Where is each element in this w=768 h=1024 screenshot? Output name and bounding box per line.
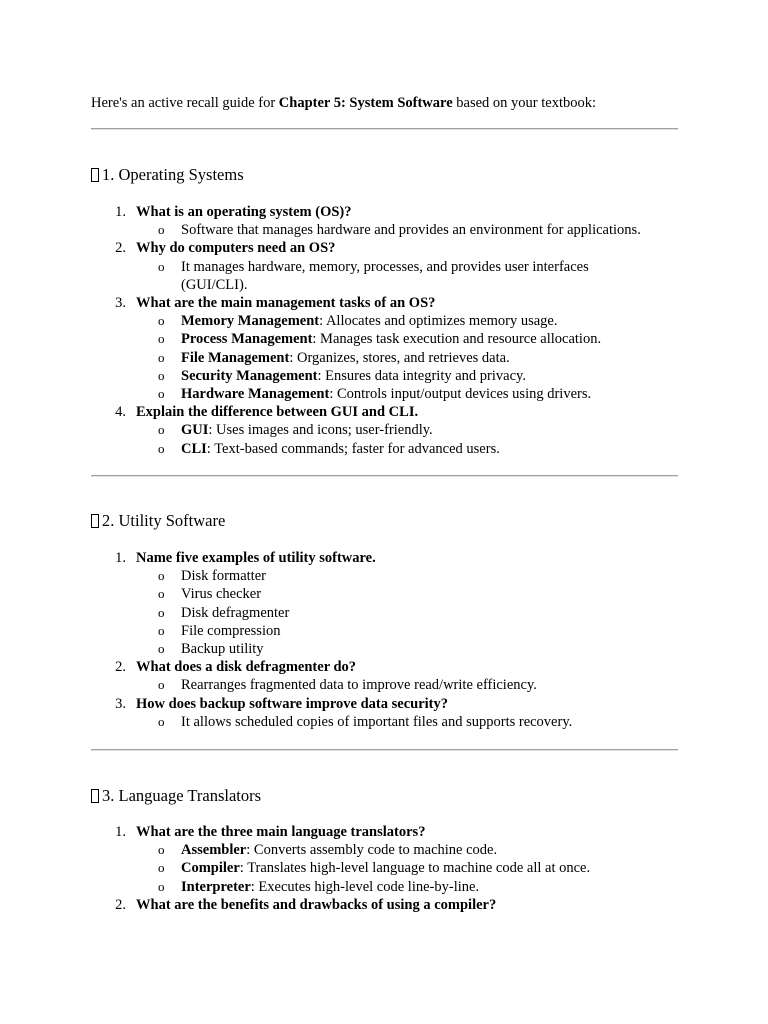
answer-term: Process Management [181, 331, 313, 348]
section-heading-utility-software [91, 511, 225, 531]
question-item [0, 695, 768, 713]
answer-text: : Controls input/output devices using drivers. [329, 385, 592, 402]
question-item [0, 203, 768, 221]
answer-item [0, 367, 768, 385]
question-item [0, 823, 768, 841]
question-text: Explain the difference between GUI and CLI. [136, 404, 419, 421]
bullet-icon: o [158, 586, 165, 602]
answer-text: : Allocates and optimizes memory usage. [319, 313, 558, 330]
question-text: What does a disk defragmenter do? [136, 659, 357, 676]
answer-text: : Organizes, stores, and retrieves data. [289, 349, 510, 366]
question-text: Name five examples of utility software. [136, 550, 376, 566]
question-text: What is an operating system (OS)? [136, 204, 352, 220]
answer-text: File compression [181, 622, 281, 639]
answer-text: It allows scheduled copies of important files and supports recovery. [181, 713, 573, 730]
section-heading-language-translators [91, 786, 261, 806]
question-text: What are the three main language translators? [136, 824, 426, 840]
question-text: What are the benefits and drawbacks of using a compiler? [136, 896, 497, 913]
bullet-icon: o [158, 385, 165, 401]
bullet-icon: o [158, 713, 165, 729]
answer-text: : Converts assembly code to machine code. [246, 842, 498, 859]
answer-item [0, 604, 768, 622]
answer-text: : Text-based commands; faster for advanced users. [206, 440, 500, 457]
bullet-icon: o [158, 568, 165, 584]
bullet-icon: o [158, 878, 165, 894]
answer-term: CLI [181, 440, 207, 457]
question-text: Why do computers need an OS? [136, 240, 336, 257]
answer-text: : Ensures data integrity and privacy. [317, 367, 526, 384]
question-number: 1. [115, 204, 126, 220]
answer-text: : Translates high-level language to machine code all at once. [239, 860, 591, 877]
question-item [0, 239, 768, 257]
answer-item [0, 385, 768, 403]
bullet-icon: o [158, 422, 165, 438]
answer-item [0, 567, 768, 585]
intro-suffix: based on your textbook: [452, 95, 597, 111]
section-heading-operating-systems [91, 165, 244, 185]
answer-term: Memory Management [181, 313, 320, 330]
answer-item [0, 312, 768, 330]
question-item [0, 896, 768, 914]
answer-term: File Management [181, 349, 290, 366]
missing-glyph-icon [91, 789, 99, 803]
question-item [0, 549, 768, 567]
bullet-icon: o [158, 440, 165, 456]
horizontal-rule [91, 749, 678, 751]
answer-item [0, 349, 768, 367]
bullet-icon: o [158, 367, 165, 383]
answer-text: Backup utility [181, 641, 264, 657]
section-heading-text: 3. Language Translators [102, 786, 262, 805]
answer-term: GUI [181, 422, 209, 439]
answer-item [0, 585, 768, 603]
bullet-icon: o [158, 622, 165, 638]
answer-text: Rearranges fragmented data to improve read/write efficiency. [181, 677, 537, 694]
missing-glyph-icon [91, 514, 99, 528]
bullet-icon: o [158, 349, 165, 365]
answer-term: Hardware Management [181, 385, 330, 402]
section-heading-text: 2. Utility Software [102, 511, 226, 530]
bullet-icon: o [158, 842, 165, 858]
answer-item [0, 622, 768, 640]
question-number: 3. [115, 695, 126, 712]
question-number: 1. [115, 824, 126, 840]
question-list-utility-software [0, 549, 768, 731]
bullet-icon: o [158, 313, 165, 329]
question-number: 3. [115, 294, 126, 311]
bullet-icon: o [158, 222, 165, 238]
answer-term: Security Management [181, 367, 318, 384]
question-number: 2. [115, 240, 126, 257]
intro-paragraph [91, 94, 596, 112]
question-number: 1. [115, 550, 126, 566]
answer-item [0, 440, 768, 458]
intro-prefix: Here's an active recall guide for [91, 95, 279, 111]
answer-text: Disk defragmenter [181, 604, 290, 621]
section-heading-text: 1. Operating Systems [102, 165, 244, 184]
bullet-icon: o [158, 604, 165, 620]
question-item [0, 658, 768, 676]
answer-item [0, 640, 768, 658]
answer-item [0, 258, 768, 294]
answer-text: Virus checker [181, 586, 262, 603]
answer-item [0, 841, 768, 859]
answer-text: : Executes high-level code line-by-line. [250, 878, 480, 895]
bullet-icon: o [158, 677, 165, 693]
intro-chapter-title: Chapter 5: System Software [278, 95, 453, 111]
answer-item [0, 421, 768, 439]
question-number: 4. [115, 404, 126, 421]
answer-text: : Manages task execution and resource allocation. [312, 331, 602, 348]
bullet-icon: o [158, 331, 165, 347]
answer-item [0, 878, 768, 896]
answer-item [0, 859, 768, 877]
answer-text: It manages hardware, memory, processes, and provides user interfaces (GUI/CLI). [181, 258, 589, 293]
question-item [0, 403, 768, 421]
question-number: 2. [115, 659, 126, 676]
question-text: How does backup software improve data security? [136, 695, 449, 712]
answer-term: Compiler [181, 860, 240, 877]
question-list-operating-systems [0, 203, 768, 458]
answer-term: Interpreter [181, 878, 251, 895]
question-item [0, 294, 768, 312]
bullet-icon: o [158, 258, 165, 274]
missing-glyph-icon [91, 168, 99, 182]
answer-term: Assembler [181, 842, 247, 859]
answer-text: Disk formatter [181, 568, 266, 585]
question-number: 2. [115, 896, 126, 913]
answer-item [0, 713, 768, 731]
bullet-icon: o [158, 641, 165, 656]
horizontal-rule [91, 475, 678, 477]
answer-text: : Uses images and icons; user-friendly. [208, 422, 433, 439]
horizontal-rule [91, 128, 678, 130]
question-list-language-translators [0, 823, 768, 914]
answer-item [0, 676, 768, 694]
answer-text: Software that manages hardware and provides an environment for applications. [181, 222, 641, 239]
answer-item [0, 221, 768, 239]
question-text: What are the main management tasks of an OS? [136, 294, 436, 311]
answer-item [0, 330, 768, 348]
bullet-icon: o [158, 860, 165, 876]
